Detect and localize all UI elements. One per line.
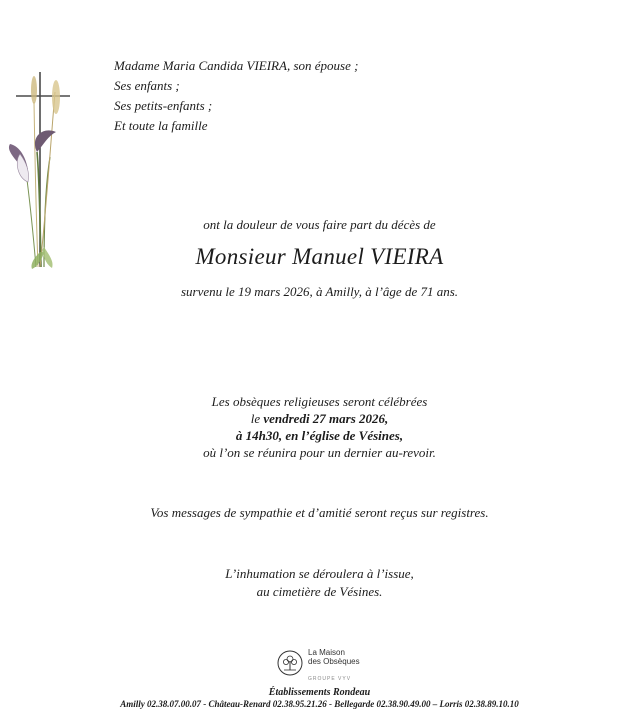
burial-line-1: L’inhumation se déroulera à l’issue, (225, 566, 414, 581)
logo-text (308, 648, 360, 666)
funeral-line-ceremony: Les obsèques religieuses seront célébrées (211, 394, 428, 409)
funeral-date: vendredi 27 mars 2026, (263, 411, 389, 426)
funeral-home-logo (277, 648, 397, 686)
family-list (114, 56, 358, 136)
logo-line-2: des Obsèques (308, 657, 360, 666)
funeral-line-farewell: où l’on se réunira pour un dernier au-revoir. (203, 445, 436, 460)
funeral-line-time-place: à 14h30, en l’église de Vésines, (235, 428, 404, 443)
burial-details (0, 565, 639, 601)
tree-logo-icon (277, 650, 303, 676)
deceased-name: Monsieur Manuel VIEIRA (195, 244, 444, 269)
agency-name: Établissements Rondeau (268, 687, 371, 698)
family-line-spouse: Madame Maria Candida VIEIRA, son épouse ; (114, 58, 359, 73)
logo-line-1: La Maison (308, 648, 345, 657)
family-line-whole-family: Et toute la famille (114, 118, 208, 133)
burial-line-2: au cimetière de Vésines. (256, 584, 383, 599)
funeral-line-date (0, 410, 639, 427)
death-date-line: survenu le 19 mars 2026, à Amilly, à l’âge de 71 ans. (180, 284, 459, 299)
logo-group: GROUPE VYV (308, 676, 352, 682)
announcement-intro: ont la douleur de vous faire part du décès de (203, 217, 436, 232)
funeral-details (0, 393, 639, 461)
condolence-messages: Vos messages de sympathie et d’amitié seront reçus sur registres. (150, 505, 489, 520)
funeral-date-prefix: le (250, 411, 264, 426)
agency-phones: Amilly 02.38.07.00.07 - Château-Renard 02.38.95.21.26 - Bellegarde 02.38.90.49.00 – Lorris 02.38.89.10.10 (120, 699, 519, 709)
family-line-grandchildren: Ses petits-enfants ; (114, 98, 213, 113)
family-line-children: Ses enfants ; (114, 78, 180, 93)
